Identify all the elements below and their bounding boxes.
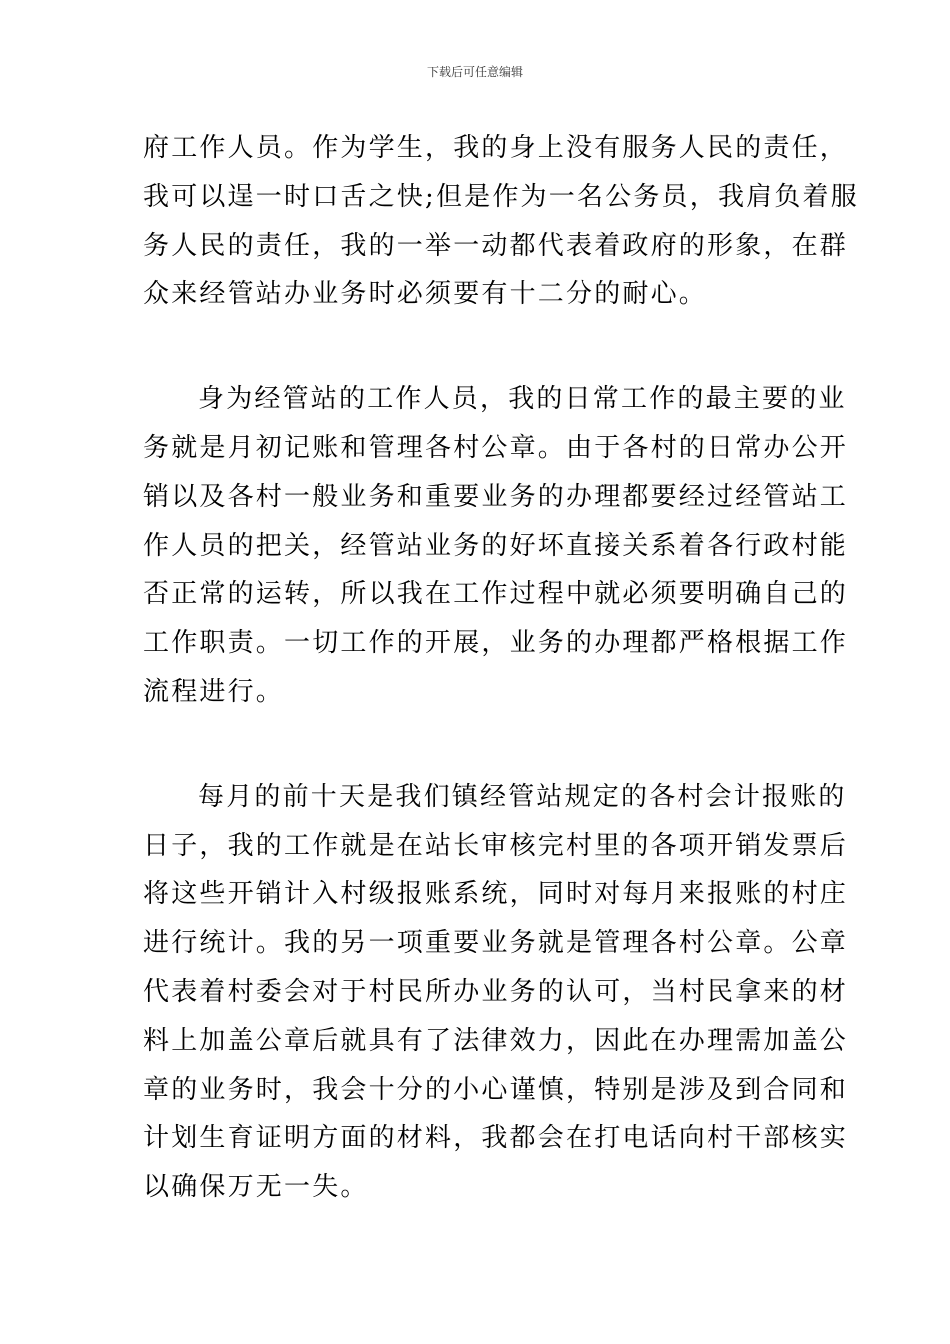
text-line: 否正常的运转，所以我在工作过程中就必须要明确自己的 — [143, 579, 849, 610]
paragraph-1 — [143, 124, 859, 319]
text-line: 府工作人员。作为学生，我的身上没有服务人民的责任， — [143, 133, 849, 163]
page-header: 下载后可任意编辑 — [426, 65, 523, 79]
text-line: 料上加盖公章后就具有了法律效力，因此在办理需加盖公 — [143, 1025, 849, 1056]
document-body — [143, 124, 859, 1268]
text-line: 身为经管站的工作人员，我的日常工作的最主要的业 — [198, 384, 847, 415]
text-line: 我可以逞一时口舌之快;但是作为一名公务员，我肩负着服 — [143, 181, 859, 212]
paragraph-2 — [143, 375, 849, 717]
text-line: 作人员的把关，经管站业务的好坏直接关系着各行政村能 — [143, 530, 849, 561]
paragraph-3 — [143, 773, 849, 1212]
text-line: 众来经管站办业务时必须要有十二分的耐心。 — [143, 279, 708, 310]
text-line: 工作职责。一切工作的开展，业务的办理都严格根据工作 — [143, 628, 849, 659]
text-line: 将这些开销计入村级报账系统，同时对每月来报账的村庄 — [143, 879, 849, 910]
text-line: 以确保万无一失。 — [143, 1172, 369, 1203]
text-line: 务人民的责任，我的一举一动都代表着政府的形象，在群 — [143, 230, 849, 261]
text-line: 每月的前十天是我们镇经管站规定的各村会计报账的 — [198, 781, 847, 812]
text-line: 销以及各村一般业务和重要业务的办理都要经过经管站工 — [143, 481, 849, 512]
text-line: 日子，我的工作就是在站长审核完村里的各项开销发票后 — [143, 830, 849, 861]
text-line: 进行统计。我的另一项重要业务就是管理各村公章。公章 — [143, 928, 849, 959]
text-line: 章的业务时，我会十分的小心谨慎，特别是涉及到合同和 — [143, 1074, 849, 1105]
text-line: 务就是月初记账和管理各村公章。由于各村的日常办公开 — [143, 432, 849, 463]
text-line: 计划生育证明方面的材料，我都会在打电话向村干部核实 — [143, 1123, 849, 1154]
text-line: 代表着村委会对于村民所办业务的认可，当村民拿来的材 — [143, 976, 849, 1007]
text-line: 流程进行。 — [143, 676, 285, 707]
